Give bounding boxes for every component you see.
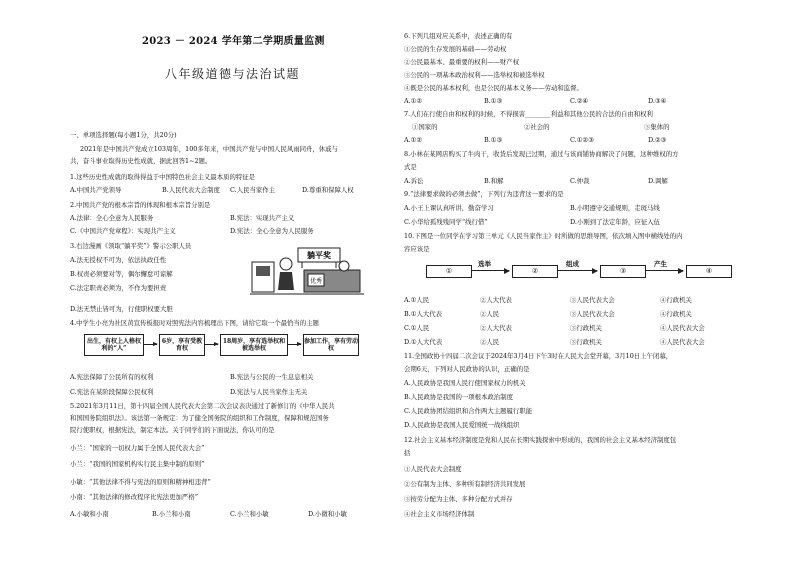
q5-stem-line-3: 院行使职权，根据宪法，制定本法。关于同学们的下面说法，你认可的是 — [70, 426, 275, 434]
q4-flow-box-3: 18周岁，享有选举权和被选举权 — [220, 334, 288, 356]
q11-option-a: A.人民政协是我国人民行使国家权力的机关 — [404, 379, 526, 387]
q5-dialogue-4: 小南：“其他法律的修改程序比宪法更加严格” — [70, 493, 198, 501]
q10-option-b-2: ②人民 — [480, 310, 500, 318]
q9-option-a: A.小王上课认真听讲，勤奋学习 — [404, 204, 494, 212]
q10-option-c-2: ②人大代表 — [480, 324, 512, 332]
q2-option-d: D.宪法：全心全意为人民服务 — [230, 227, 314, 235]
q4-flow-arrow-2 — [204, 344, 218, 345]
q8-stem-line-1: 8.小林在某网店购买了牛肉干，收货后发现已过期，通过与该商铺协商解决了问题，这种维权的方 — [404, 150, 679, 158]
q10-option-c-4: ④人民代表大会 — [660, 324, 705, 332]
q6-item-4: ④既是公民的基本权利，也是公民的基本义务——劳动和监督。 — [404, 84, 583, 92]
cartoon-sign-text: 躺平奖 — [307, 251, 331, 260]
q10-flow-label-1: 选举 — [478, 260, 491, 268]
q6-option-c: C.②④ — [570, 97, 589, 105]
q6-item-3: ③公民的一项基本政治权利——选举权和被选举权 — [404, 71, 545, 79]
q2-option-c: C.《中国共产党章程》：实现共产主义 — [70, 227, 176, 235]
q5-dialogue-3: 小敏：“其他法律不得与宪法的原则和精神相违背” — [70, 478, 211, 486]
q10-option-c-1: C.①人民 — [404, 324, 430, 332]
q10-flow-arrow-2 — [557, 270, 597, 271]
q7-choice-c: C.①②③ — [570, 136, 594, 144]
q10-stem-line-1: 10.下图是一位同学在学习第三单元《人民当家作主》时所做的思维导图，依次填入图中横线处的内 — [404, 232, 683, 240]
q10-flow-box-1: ① — [426, 265, 472, 278]
exam-title: 2023 － 2024 学年第二学期质量监测 — [142, 36, 325, 47]
q10-option-b-4: ④行政机关 — [660, 310, 692, 318]
q5-option-a: A.小敏和小南 — [70, 510, 109, 518]
q4-flow-arrow-1 — [143, 344, 157, 345]
q9-option-b: B.小明遵守交通规则，走斑马线 — [570, 204, 660, 212]
q3-option-d: D.法无禁止皆可为，行使职权要大胆 — [70, 305, 173, 313]
q11-option-b: B.人民政协是我国的一项根本政治制度 — [404, 393, 513, 401]
q4-stem: 4.中学生小亮为社区黄宣传板报时对照宪法内容梳理出下图，请给它取一个最恰当的主题 — [70, 319, 319, 327]
q10-flow-box-2: ② — [512, 265, 558, 278]
q12-item-1: ①人民代表大会制度 — [404, 465, 462, 473]
q12-stem-line-1: 12.社会主义基本经济制度是党和人民在长期实践探索中形成的，我国的社会主义基本经济制度包 — [404, 436, 677, 444]
q11-stem-line-1: 11.全国政协十四届二次会议于2024年3月4日下午3时在人民大会堂开幕，3月10日上午闭幕， — [404, 352, 673, 360]
subject-title: 八年级道德与法治试题 — [165, 67, 301, 81]
q10-flow-arrow-3 — [645, 270, 683, 271]
q6-option-a: A.①② — [404, 97, 423, 105]
q10-option-d-2: ②人民 — [480, 338, 500, 346]
intro-line-1: 2021年是中国共产党成立103周年，100多年来，中国共产党与中国人民风雨同舟，休戚与 — [80, 145, 338, 153]
q2-stem: 2.中国共产党的根本宗旨的体现和根本宗旨分别是 — [70, 201, 211, 209]
q3-option-c: C.法定职责必须为，不作为要担责 — [70, 284, 167, 292]
cartoon-label-text: 优秀 — [309, 278, 323, 285]
q10-option-d-4: ④人民代表大会 — [660, 338, 705, 346]
q10-stem-line-2: 容应该是 — [404, 245, 430, 253]
q8-option-c: C.仲裁 — [570, 177, 590, 185]
q5-stem-line-1: 5.2021年3月11日，第十四届全国人民代表大会第二次会议表决通过了新修订的《中华人民共 — [70, 402, 335, 410]
q1-stem: 1.这些历史性成就的取得得益于中国特色社会主义最本质的特征是 — [70, 173, 256, 181]
q10-option-d-1: D.①人大代表 — [404, 338, 443, 346]
q9-option-d: D.小刚到了法定年龄，应征入伍 — [570, 218, 661, 226]
q6-stem: 6.下列几组对应关系中，表述正确的有 — [404, 32, 513, 40]
q10-flow-box-3: ③ — [600, 265, 646, 278]
q6-option-b: B.①③ — [484, 97, 503, 105]
q5-dialogue-1: 小兰：“国家的一切权力属于全国人民代表大会” — [70, 444, 205, 452]
q4-flow-box-4: 参加工作，享有劳动权 — [303, 334, 359, 356]
q5-option-b: B.小兰和小南 — [152, 510, 191, 518]
q10-option-c-3: ③行政机关 — [570, 324, 602, 332]
q4-flow-arrow-3 — [287, 344, 301, 345]
q6-item-1: ①公民的生存发展的基础——劳动权 — [404, 45, 507, 53]
q2-option-b: B.宪法：实现共产主义 — [230, 214, 295, 222]
q4-option-b: B.宪法与公民的一生息息相关 — [230, 373, 314, 381]
q11-stem-line-2: 会期6天，下列对人民政协的认识，正确的是 — [404, 365, 530, 373]
q9-option-c: C.小华给孤残残同学“线行借” — [404, 218, 488, 226]
q3-stem: 3.右边漫画《领取“躺平奖”》警示公职人员 — [70, 242, 192, 250]
q7-choice-a: A.①② — [404, 136, 423, 144]
q1-option-a: A.中国共产党领导 — [70, 186, 122, 194]
q11-option-c: C.人民政协团结组织和合作两大主题履行职能 — [404, 407, 533, 415]
q2-option-a: A.法律：全心全意为人民服务 — [70, 214, 154, 222]
q10-option-b-1: B.①人大代表 — [404, 310, 443, 318]
q12-item-3: ③按劳分配为主体、多种分配方式并存 — [404, 495, 513, 503]
cartoon-illustration — [248, 244, 368, 304]
q8-option-d: D.调解 — [648, 177, 668, 185]
q10-flow-arrow-1 — [471, 270, 509, 271]
q4-flow-box-1: 出生，有权上人格权利的“人” — [84, 334, 144, 356]
q5-dialogue-2: 小兰：“我国的国家机构实行民主集中制的原则” — [70, 460, 205, 468]
q10-flow-label-2: 组成 — [566, 260, 579, 268]
q5-option-d: D.小微和小敏 — [308, 510, 347, 518]
q10-option-a-3: ③人民代表大会 — [570, 296, 615, 304]
q7-item-3: ③集体的 — [644, 123, 670, 131]
q10-flow-label-3: 产生 — [654, 260, 667, 268]
q6-option-d: D.③④ — [648, 97, 667, 105]
q7-choice-d: D.②③ — [648, 136, 667, 144]
q1-option-c: C.人民当家作主 — [230, 186, 276, 194]
q10-option-b-3: ③人民代表大会 — [570, 310, 615, 318]
q12-item-4: ④社会主义市场经济体制 — [404, 510, 475, 518]
q7-choice-b: B.①③ — [484, 136, 503, 144]
q10-option-d-3: ③行政机关 — [570, 338, 602, 346]
q10-flow-box-4: ④ — [686, 265, 732, 278]
q3-option-a: A.法无授权不可为，依法执政任性 — [70, 256, 167, 264]
q8-option-b: B.和解 — [484, 177, 504, 185]
q5-stem-line-2: 和国国务院组织法》。该法第一条规定：为了健全国务院的组织和工作制度，保障和规范国务 — [70, 414, 329, 422]
q10-option-a-1: A.①人民 — [404, 296, 430, 304]
q5-option-c: C.小兰和小敏 — [230, 510, 269, 518]
q11-option-d: D.人民政协是我国人民爱国统一战线组织 — [404, 421, 520, 429]
q4-flow-box-2: 6岁，享有受教育权 — [159, 334, 205, 356]
q8-stem-line-2: 式是 — [404, 163, 417, 171]
section-heading: 一、单项选择题(每小题1分，共20分) — [70, 131, 177, 139]
q7-stem: 7.人们在行使自由和权利的时候，不得损害________利益和其他公民的合法的自由和权利 — [404, 110, 653, 118]
q6-item-2: ②公民最基本、最重要的权利——财产权 — [404, 58, 520, 66]
q7-item-2: ②社会的 — [524, 123, 550, 131]
q4-option-c: C.宪法在某阶段保障公民权利 — [70, 388, 154, 396]
intro-line-2: 共，奋斗事业取得历史性成就，据此回答1~2题。 — [70, 157, 212, 165]
q1-option-d: D.尊重和保障人权 — [302, 186, 354, 194]
q10-option-a-2: ②人大代表 — [480, 296, 512, 304]
q4-option-d: D.宪法与人民当家作主无关 — [230, 388, 308, 396]
q10-option-a-4: ④行政机关 — [660, 296, 692, 304]
q9-stem: 9.“法律要求做的必须去做”，下列行为违背这一要求的是 — [404, 190, 564, 198]
q1-option-b: B.人民代表大会制度 — [162, 186, 220, 194]
q4-option-a: A.宪法保障了公民所有的权利 — [70, 373, 154, 381]
q12-item-2: ②公有制为主体、多种所有制经济共同发展 — [404, 480, 526, 488]
q7-item-1: ①国家的 — [412, 123, 438, 131]
q8-option-a: A.诉讼 — [404, 177, 424, 185]
q3-option-b: B.权责必须要对等，偶尔懈怠可谅解 — [70, 270, 173, 278]
q12-stem-line-2: 括 — [404, 449, 411, 457]
